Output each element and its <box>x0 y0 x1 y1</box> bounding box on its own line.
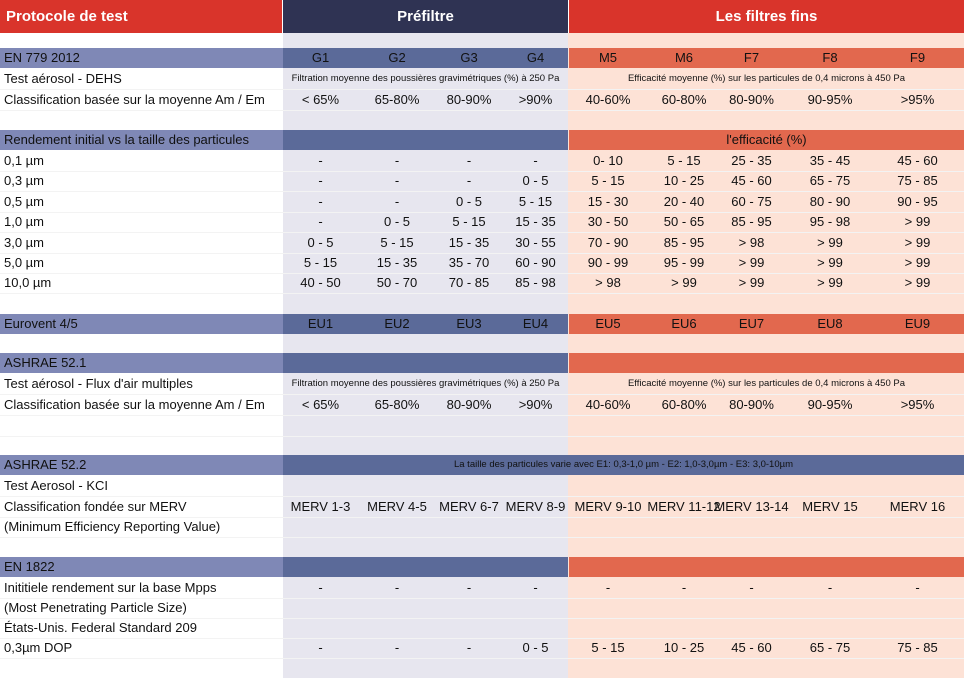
section-ashrae522 <box>0 455 964 475</box>
value-cell: 35 - 45 <box>809 153 851 168</box>
value-cell: 95 - 98 <box>809 214 851 230</box>
value-cell: 0 - 5 <box>455 193 482 209</box>
value-cell: >95% <box>900 397 935 412</box>
value-cell: 70 - 85 <box>448 275 490 291</box>
value-cell: - <box>915 580 920 595</box>
table-row <box>0 253 964 274</box>
value-cell: 0 - 5 <box>383 214 410 230</box>
value-cell: 60-80% <box>661 92 707 107</box>
value-cell: - <box>394 153 400 168</box>
table-row <box>0 416 964 437</box>
value-cell: 0- 10 <box>593 153 623 168</box>
value-cell: 35 - 70 <box>448 255 490 270</box>
value-cell: 85 - 95 <box>663 234 705 250</box>
row-label: 0,1 µm <box>4 153 45 168</box>
class-cell: EU4 <box>522 316 549 331</box>
section-title: Eurovent 4/5 <box>0 314 283 334</box>
value-cell: 15 - 30 <box>587 193 629 209</box>
value-cell: - <box>318 173 323 189</box>
value-cell: - <box>318 153 323 168</box>
section-eurovent <box>0 314 964 334</box>
class-cell: EU5 <box>595 316 621 331</box>
table-row <box>0 476 964 497</box>
value-cell: MERV 9-10 <box>574 499 642 514</box>
value-cell: 40-60% <box>585 92 631 107</box>
class-cell: F8 <box>822 50 838 65</box>
section-title: ASHRAE 52.1 <box>0 353 283 373</box>
value-cell: 15 - 35 <box>448 234 490 250</box>
value-cell: 10 - 25 <box>663 173 705 189</box>
value-cell: - <box>605 580 611 595</box>
row-label: 10,0 µm <box>4 275 52 291</box>
value-cell: 15 - 35 <box>376 255 418 270</box>
value-cell: 70 - 90 <box>587 234 629 250</box>
row-label: États-Unis. Federal Standard 209 <box>4 620 197 635</box>
value-cell: MERV 15 <box>802 499 858 514</box>
value-cell: MERV 8-9 <box>505 499 566 514</box>
row-label: (Most Penetrating Particle Size) <box>4 600 187 615</box>
class-cell: EU9 <box>904 316 931 331</box>
row-label: 0,3µm DOP <box>4 640 73 655</box>
class-cell: EU6 <box>671 316 697 331</box>
value-cell: >90% <box>518 397 553 412</box>
row-label: Test Aerosol - KCI <box>4 478 109 493</box>
table-row <box>0 90 964 111</box>
row-label: Classification basée sur la moyenne Am / Em <box>4 92 265 107</box>
value-cell: 90-95% <box>807 92 853 107</box>
value-cell: > 99 <box>817 234 843 250</box>
span-note: Efficacité moyenne (%) sur les particules de 0,4 microns à 450 Pa <box>627 378 906 389</box>
value-cell: < 65% <box>301 92 340 107</box>
row-label: 0,3 µm <box>4 173 45 189</box>
class-cell: EU8 <box>817 316 843 331</box>
span-note: Efficacité moyenne (%) sur les particules de 0,4 microns à 450 Pa <box>627 73 906 84</box>
value-cell: 95 - 99 <box>663 255 705 270</box>
value-cell: 5 - 15 <box>303 255 338 270</box>
value-cell: 65 - 75 <box>809 173 851 189</box>
value-cell: 40 - 50 <box>300 275 341 291</box>
value-cell: 80-90% <box>446 397 492 412</box>
value-cell: - <box>394 580 400 595</box>
class-cell: M5 <box>598 50 618 65</box>
table-row <box>0 578 964 599</box>
value-cell: > 98 <box>595 275 621 291</box>
class-cell: EU3 <box>456 316 482 331</box>
value-cell: 65 - 75 <box>809 640 851 655</box>
value-cell: 0 - 5 <box>522 640 549 655</box>
span-note: Filtration moyenne des poussières gravimétriques (%) à 250 Pa <box>291 378 560 389</box>
table-row <box>0 395 964 416</box>
value-cell: > 99 <box>904 255 931 270</box>
value-cell: > 99 <box>671 275 697 291</box>
value-cell: - <box>466 640 472 655</box>
value-cell: 5 - 15 <box>667 153 701 168</box>
value-cell: > 99 <box>904 234 931 250</box>
value-cell: >90% <box>518 92 553 107</box>
value-cell: > 98 <box>738 234 765 250</box>
value-cell: 15 - 35 <box>515 214 556 230</box>
class-cell: F9 <box>909 50 926 65</box>
row-label: Classification fondée sur MERV <box>4 499 187 514</box>
section-title: ASHRAE 52.2 <box>0 455 283 475</box>
value-cell: - <box>749 580 754 595</box>
class-cell: EU7 <box>738 316 765 331</box>
value-cell: 45 - 60 <box>897 153 938 168</box>
value-cell: - <box>466 580 472 595</box>
section-title: EN 1822 <box>0 557 283 577</box>
table-row <box>0 374 964 395</box>
class-cell: G2 <box>388 50 406 65</box>
value-cell: 45 - 60 <box>731 173 772 189</box>
value-cell: 80-90% <box>729 92 774 107</box>
value-cell: - <box>394 640 400 655</box>
value-cell: 5 - 15 <box>452 214 486 230</box>
value-cell: - <box>394 173 400 189</box>
value-cell: 30 - 50 <box>587 214 629 230</box>
value-cell: MERV 1-3 <box>290 499 351 514</box>
class-cell: EU2 <box>384 316 410 331</box>
value-cell: < 65% <box>301 397 340 412</box>
value-cell: - <box>827 580 833 595</box>
row-label: Test aérosol - Flux d'air multiples <box>4 376 193 391</box>
value-cell: - <box>318 640 323 655</box>
value-cell: 80-90% <box>446 92 492 107</box>
value-cell: 25 - 35 <box>731 153 772 168</box>
value-cell: > 99 <box>817 255 843 270</box>
table-row <box>0 212 964 233</box>
value-cell: - <box>318 214 323 230</box>
value-cell: > 99 <box>904 214 931 230</box>
span-note: Filtration moyenne des poussières gravimétriques (%) à 250 Pa <box>291 73 560 84</box>
row-label: Inititiele rendement sur la base Mpps <box>4 580 217 595</box>
section-rendement <box>0 130 964 150</box>
table-row <box>0 517 964 538</box>
class-cell: G4 <box>526 50 545 65</box>
value-cell: - <box>681 580 687 595</box>
value-cell: 60 - 90 <box>515 255 556 270</box>
row-label: 1,0 µm <box>4 214 45 230</box>
table-row <box>0 192 964 213</box>
row-label: 3,0 µm <box>4 234 45 250</box>
value-cell: > 99 <box>817 275 843 291</box>
value-cell: 0 - 5 <box>522 173 549 189</box>
class-cell: EU1 <box>307 316 334 331</box>
class-cell: G1 <box>311 50 330 65</box>
table-row <box>0 273 964 294</box>
value-cell: MERV 11-12 <box>647 499 721 514</box>
value-cell: > 99 <box>904 275 931 291</box>
value-cell: 50 - 65 <box>663 214 705 230</box>
value-cell: - <box>394 193 400 209</box>
value-cell: 5 - 15 <box>591 173 625 189</box>
value-cell: 80 - 90 <box>809 193 851 209</box>
value-cell: 65-80% <box>374 92 420 107</box>
value-cell: > 99 <box>738 275 765 291</box>
value-cell: 40-60% <box>585 397 631 412</box>
value-cell: - <box>318 580 323 595</box>
value-cell: >95% <box>900 92 935 107</box>
table-row <box>0 638 964 659</box>
value-cell: - <box>466 153 472 168</box>
value-cell: 85 - 95 <box>731 214 772 230</box>
value-cell: - <box>533 580 538 595</box>
class-cell: F7 <box>743 50 760 65</box>
value-cell: 80-90% <box>729 397 774 412</box>
table-row <box>0 233 964 254</box>
header-fine-filters: Les filtres fins <box>569 0 964 33</box>
header-protocol: Protocole de test <box>0 0 282 33</box>
header-prefilter: Préfiltre <box>283 0 568 33</box>
value-cell: 90 - 95 <box>897 193 938 209</box>
value-cell: 0 - 5 <box>307 234 334 250</box>
class-cell: M6 <box>674 50 694 65</box>
value-cell: 60 - 75 <box>731 193 772 209</box>
value-cell: - <box>466 173 472 189</box>
section-title: Rendement initial vs la taille des particules <box>0 130 283 150</box>
value-cell: 20 - 40 <box>663 193 705 209</box>
value-cell: 60-80% <box>661 397 707 412</box>
value-cell: > 99 <box>738 255 765 270</box>
row-label: Test aérosol - DEHS <box>4 71 122 86</box>
value-cell: 75 - 85 <box>897 173 938 189</box>
row-label: 0,5 µm <box>4 193 45 209</box>
table-row <box>0 171 964 192</box>
value-cell: 30 - 55 <box>515 234 556 250</box>
value-cell: 5 - 15 <box>380 234 414 250</box>
value-cell: 10 - 25 <box>663 640 705 655</box>
value-cell: MERV 6-7 <box>439 499 499 514</box>
section-en779 <box>0 48 964 68</box>
value-cell: 75 - 85 <box>897 640 938 655</box>
section-en1822 <box>0 557 964 577</box>
section-ashrae521 <box>0 353 964 373</box>
value-cell: 5 - 15 <box>518 193 553 209</box>
value-cell: MERV 4-5 <box>367 499 427 514</box>
table-row <box>0 618 964 639</box>
efficiency-header: l'efficacité (%) <box>726 132 807 147</box>
section-title: EN 779 2012 <box>0 48 283 68</box>
value-cell: MERV 16 <box>889 499 946 514</box>
value-cell: 65-80% <box>374 397 420 412</box>
value-cell: - <box>318 193 323 209</box>
row-label: Classification basée sur la moyenne Am / Em <box>4 397 265 412</box>
value-cell: MERV 13-14 <box>714 499 789 514</box>
value-cell: - <box>533 153 538 168</box>
table-row <box>0 598 964 619</box>
class-cell: G3 <box>460 50 478 65</box>
value-cell: 50 - 70 <box>376 275 418 291</box>
value-cell: 90 - 99 <box>587 255 629 270</box>
table-row <box>0 497 964 518</box>
table-row <box>0 151 964 172</box>
value-cell: 90-95% <box>807 397 853 412</box>
value-cell: 45 - 60 <box>731 640 772 655</box>
table-row <box>0 69 964 90</box>
particle-size-note: La taille des particules varie avec E1: 0,3-1,0 µm - E2: 1,0-3,0µm - E3: 3,0-10µm <box>283 455 964 475</box>
value-cell: 5 - 15 <box>591 640 625 655</box>
row-label: (Minimum Efficiency Reporting Value) <box>4 519 221 534</box>
value-cell: 85 - 98 <box>515 275 556 291</box>
row-label: 5,0 µm <box>4 255 45 270</box>
